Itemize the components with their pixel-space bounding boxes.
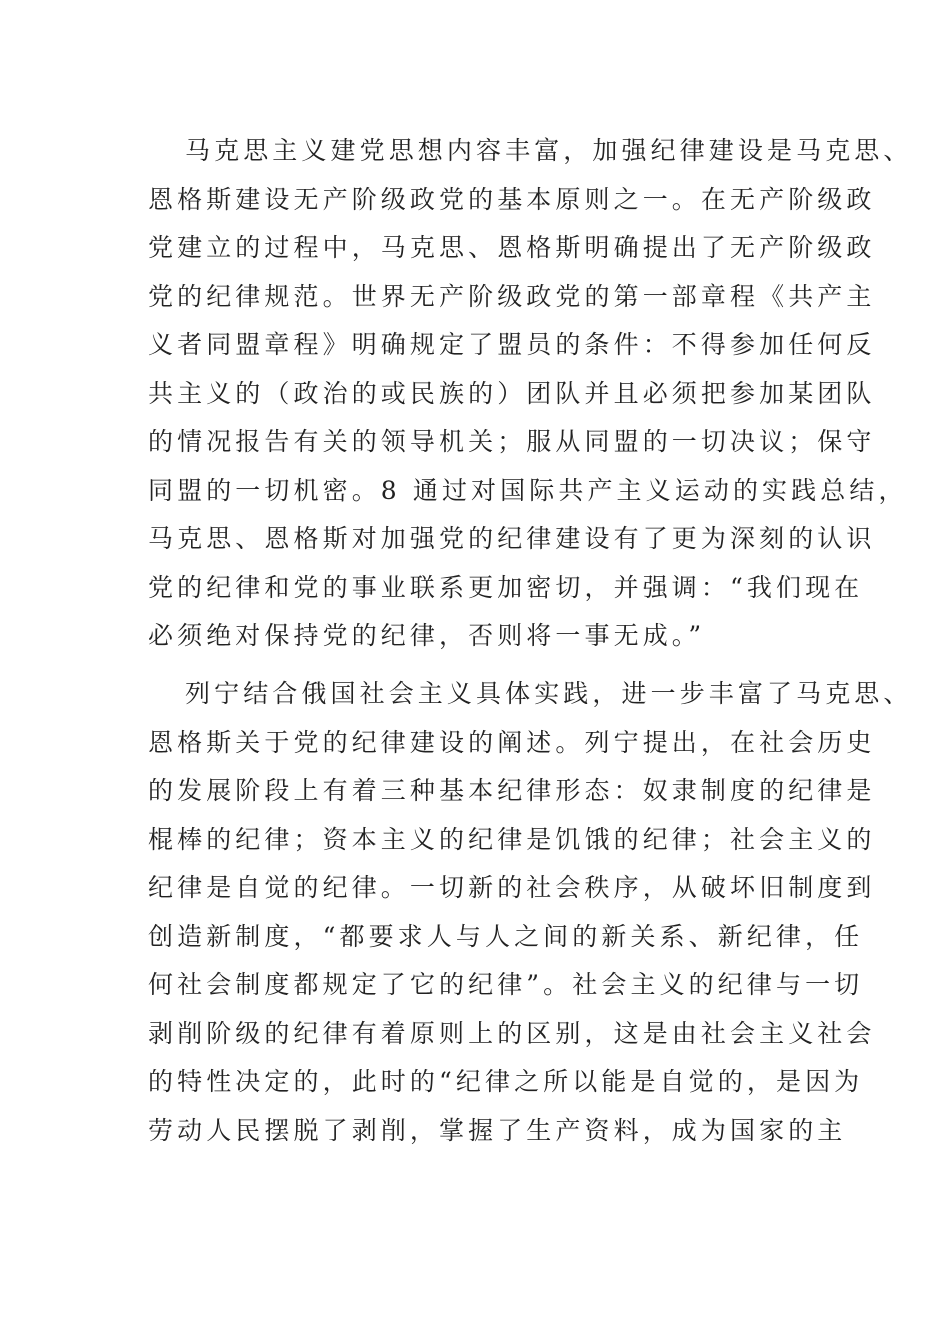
text-line: 党建立的过程中，马克思、恩格斯明确提出了无产阶级政 <box>148 233 876 262</box>
text-line: 的发展阶段上有着三种基本纪律形态：奴隶制度的纪律是 <box>148 776 876 805</box>
text-line: 同盟的一切机密。8 通过对国际共产主义运动的实践总结， <box>148 475 908 505</box>
text-line: 恩格斯关于党的纪律建设的阐述。列宁提出，在社会历史 <box>148 727 876 757</box>
text-line: 棍棒的纪律；资本主义的纪律是饥饿的纪律；社会主义的 <box>148 824 876 854</box>
text-line: 党的纪律规范。世界无产阶级政党的第一部章程《共产主 <box>148 281 876 311</box>
text-line: 必须绝对保持党的纪律，否则将一事无成。” <box>148 621 706 650</box>
text-line: 的特性决定的，此时的“纪律之所以能是自觉的，是因为 <box>148 1067 864 1096</box>
text-line: 剥削阶级的纪律有着原则上的区别，这是由社会主义社会 <box>148 1018 876 1048</box>
paragraph-lenin <box>148 670 913 1155</box>
text-line: 马克思主义建党思想内容丰富，加强纪律建设是马克思、 <box>185 136 913 165</box>
text-line: 共主义的（政治的或民族的）团队并且必须把参加某团队 <box>148 378 876 408</box>
text-line: 恩格斯建设无产阶级政党的基本原则之一。在无产阶级政 <box>148 184 876 214</box>
text-line: 列宁结合俄国社会主义具体实践，进一步丰富了马克思、 <box>185 679 913 708</box>
text-line: 何社会制度都规定了它的纪律”。社会主义的纪律与一切 <box>148 970 864 999</box>
text-line: 党的纪律和党的事业联系更加密切，并强调：“我们现在 <box>148 572 864 602</box>
text-line: 创造新制度，“都要求人与人之间的新关系、新纪律，任 <box>148 921 864 951</box>
paragraph-marx-engels <box>148 127 913 661</box>
text-line: 劳动人民摆脱了剥削，掌握了生产资料，成为国家的主 <box>148 1115 847 1145</box>
text-line: 的情况报告有关的领导机关；服从同盟的一切决议；保守 <box>148 427 876 456</box>
text-line: 义者同盟章程》明确规定了盟员的条件：不得参加任何反 <box>148 330 876 359</box>
text-line: 马克思、恩格斯对加强党的纪律建设有了更为深刻的认识 <box>148 524 876 553</box>
text-line: 纪律是自觉的纪律。一切新的社会秩序，从破坏旧制度到 <box>148 873 876 902</box>
